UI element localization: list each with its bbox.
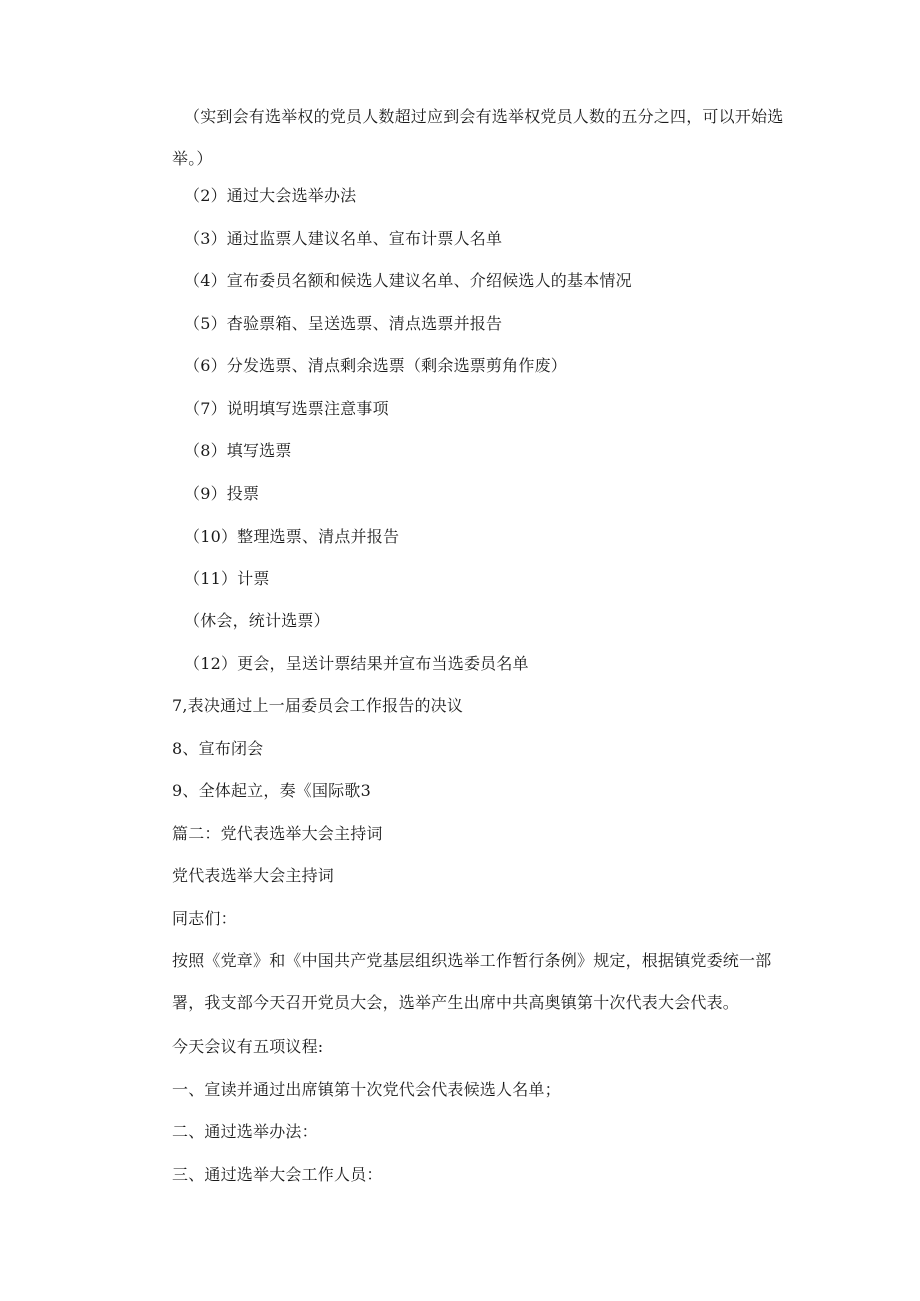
part2-heading: 篇二：党代表选举大会主持词	[172, 824, 383, 843]
step-9: 9、全体起立，奏《国际歌3	[172, 781, 371, 800]
agenda-item-10: （10）整理选票、清点并报告	[184, 527, 400, 546]
agenda-item-7: （7）说明填写选票注意事项	[184, 399, 389, 418]
step-8: 8、宣布闭会	[172, 739, 264, 758]
agenda-item-12: （12）更会，呈送计票结果并宣布当选委员名单	[184, 654, 529, 673]
salutation: 同志们：	[172, 909, 237, 928]
quorum-paragraph: （实到会有选举权的党员人数超过应到会有选举权党员人数的五分之四，可以开始选举。）	[172, 107, 784, 168]
agenda-item-5: （5）杳验票箱、呈送选票、清点选票并报告	[184, 314, 503, 333]
agenda-item-2: （2）通过大会选举办法	[184, 186, 357, 205]
agenda-point-1: 一、宣读并通过出席镇第十次党代会代表候选人名单；	[172, 1080, 561, 1099]
agenda-item-8: （8）填写选票	[184, 441, 292, 460]
step-7: 7,表决通过上一届委员会工作报告的决议	[172, 696, 464, 715]
agenda-intro: 今天会议有五项议程:	[172, 1037, 324, 1056]
agenda-point-2: 二、通过选举办法：	[172, 1122, 318, 1141]
agenda-item-9: （9）投票	[184, 484, 260, 503]
intro-paragraph: 按照《党章》和《中国共产党基层组织选举工作暂行条例》规定，根据镇党委统一部署，我支部今天召开党员大会，选举产生出席中共高奥镇第十次代表大会代表。	[172, 951, 772, 1012]
agenda-point-3: 三、通过选举大会工作人员：	[172, 1165, 383, 1184]
agenda-item-4: （4）宣布委员名额和候选人建议名单、介绍候选人的基本情况	[184, 271, 632, 290]
agenda-item-6: （6）分发选票、清点剩余选票（剩余选票剪角作废）	[184, 356, 567, 375]
agenda-item-11: （11）计票	[184, 569, 270, 588]
part2-title: 党代表选举大会主持词	[172, 866, 335, 885]
agenda-item-3: （3）通过监票人建议名单、宣布计票人名单	[184, 229, 503, 248]
recess-note: （休会，统计选票）	[184, 611, 330, 630]
